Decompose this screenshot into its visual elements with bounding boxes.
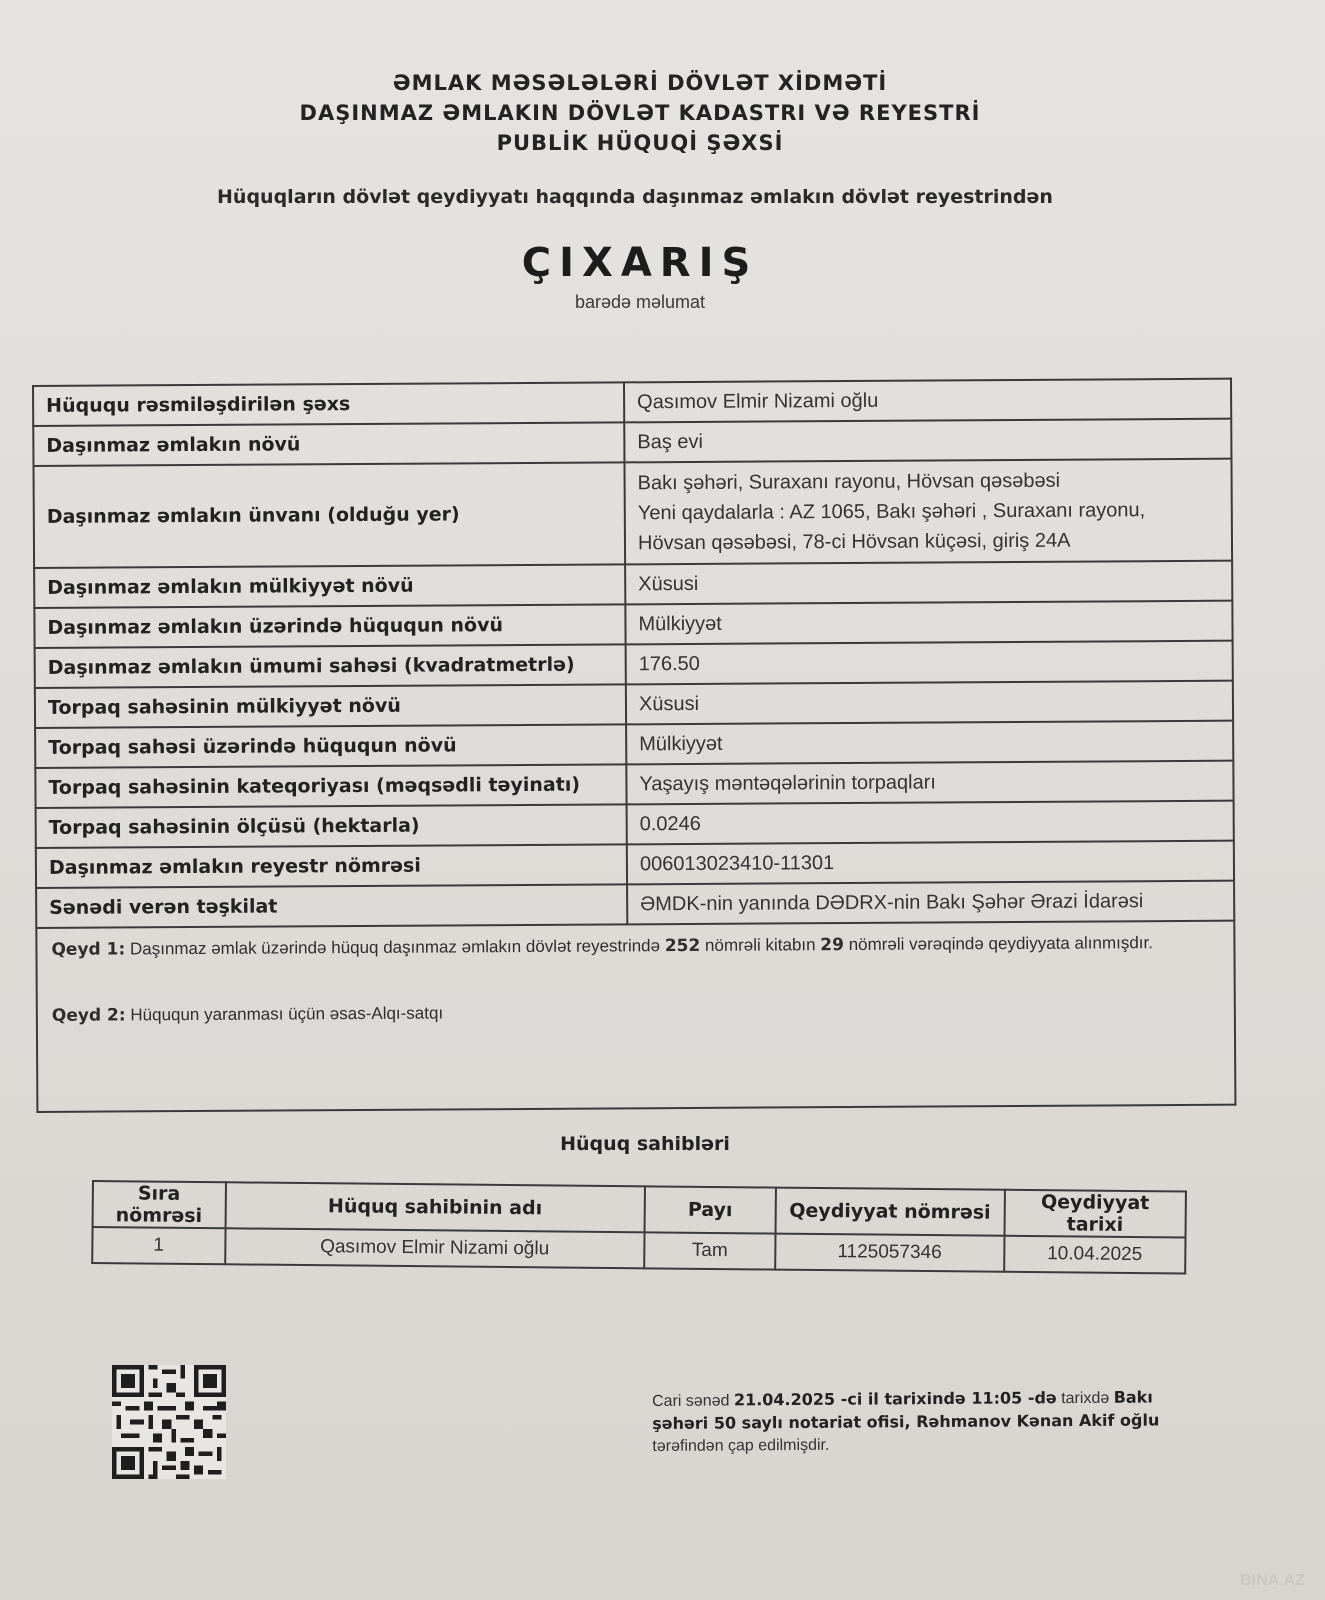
info-label: Torpaq sahəsi üzərində hüququn növü [35,724,626,768]
owners-column-header: Qeydiyyat nömrəsi [775,1188,1004,1236]
info-value: 0.0246 [627,801,1234,845]
owners-cell: 10.04.2025 [1004,1236,1186,1274]
info-label: Daşınmaz əmlakın reyestr nömrəsi [36,844,627,888]
note-1-text: Daşınmaz əmlak üzərində hüquq daşınmaz əmlakın dövlət reyestrində [125,936,665,959]
info-value: 006013023410-11301 [627,841,1234,885]
note-1-text: nömrəli kitabın [700,935,821,955]
owners-section-title: Hüquq sahibləri [560,1133,730,1155]
note-1 [51,932,1219,961]
address-line: Yeni qaydalarla : AZ 1065, Bakı şəhəri , Suraxanı rayonu, [637,499,1146,525]
info-row-address [33,459,1232,568]
info-label: Daşınmaz əmlakın ünvanı (olduğu yer) [33,462,625,568]
info-value-address [624,459,1232,565]
owners-cell: 1125057346 [775,1234,1004,1272]
info-value: Qasımov Elmir Nizami oğlu [624,379,1231,423]
issuer-header [0,68,1280,158]
info-label: Daşınmaz əmlakın ümumi sahəsi (kvadratmetrlə) [35,644,626,688]
owners-cell: Tam [644,1232,775,1269]
header-line-3: PUBLİK HÜQUQİ ŞƏXSİ [496,131,784,155]
info-label: Torpaq sahəsinin ölçüsü (hektarla) [36,804,627,848]
info-label: Torpaq sahəsinin mülkiyyət növü [35,684,626,728]
document-title-subtext: barədə məlumat [574,292,706,312]
notes-row [36,921,1235,1112]
footer-notary-office: Bakı şəhəri 50 saylı notariat ofisi, Rəhmanov Kənan Akif oğlu [652,1387,1160,1433]
footer-print-datetime: 21.04.2025 -ci il tarixində 11:05 -də [733,1388,1057,1410]
info-value: 176.50 [626,641,1233,685]
owners-column-header: Hüquq sahibinin adı [225,1182,645,1232]
address-line: Hövsan qəsəbəsi, 78-ci Hövsan küçəsi, giriş 24A [637,529,1071,555]
note-2 [52,998,1220,1027]
header-line-1: ƏMLAK MƏSƏLƏLƏRİ DÖVLƏT XİDMƏTİ [392,71,888,95]
info-value: ƏMDK-nin yanında DƏDRX-nin Bakı Şəhər Ərazi İdarəsi [627,881,1234,925]
info-value: Baş evi [624,419,1231,463]
info-label: Daşınmaz əmlakın növü [33,422,624,466]
print-footer [652,1386,1172,1458]
owners-column-header: Sıra nömrəsi [93,1181,226,1228]
info-label: Hüququ rəsmiləşdirilən şəxs [33,382,624,426]
footer-text: tarixdə [1056,1389,1114,1408]
owners-column-header: Qeydiyyat tarixi [1004,1190,1186,1238]
note-1-text: nömrəli vərəqində qeydiyyata alınmışdır. [843,933,1154,955]
owners-cell: Qasımov Elmir Nizami oğlu [225,1228,645,1268]
footer-text: tərəfindən çap edilmişdir. [652,1436,830,1455]
owners-table [91,1180,1187,1275]
document-subtitle: Hüquqların dövlət qeydiyyatı haqqında daşınmaz əmlakın dövlət reyestrindən [217,186,1053,208]
footer-text: Cari sənəd [652,1392,734,1410]
info-label: Torpaq sahəsinin kateqoriyası (məqsədli təyinatı) [35,764,626,808]
address-line: Bakı şəhəri, Suraxanı rayonu, Hövsan qəsəbəsi [637,469,1061,495]
note-2-text: Hüququn yaranması üçün əsas-Alqı-satqı [125,1003,444,1025]
note-1-label: Qeyd 1: [51,939,126,960]
notes-cell [36,921,1235,1112]
info-value: Xüsusi [625,561,1232,605]
note-2-label: Qeyd 2: [51,1005,126,1026]
document-title: ÇIXARIŞ [521,240,759,286]
property-info-table [32,378,1236,1113]
info-label: Daşınmaz əmlakın üzərində hüququn növü [34,604,625,648]
info-value: Xüsusi [626,681,1233,725]
info-label: Daşınmaz əmlakın mülkiyyət növü [34,564,625,608]
watermark: BINA.AZ [1240,1572,1305,1589]
note-1-book-number: 252 [664,935,701,957]
owners-column-header: Payı [645,1186,776,1233]
qr-code-icon [112,1365,226,1479]
info-value: Mülkiyyət [625,601,1232,645]
info-value: Mülkiyyət [626,721,1233,765]
owners-cell: 1 [92,1227,225,1264]
header-line-2: DAŞINMAZ ƏMLAKIN DÖVLƏT KADASTRI VƏ REYESTRİ [299,101,981,125]
note-1-page-number: 29 [820,935,845,956]
info-label: Sənədi verən təşkilat [36,884,627,928]
info-value: Yaşayış məntəqələrinin torpaqları [626,761,1233,805]
